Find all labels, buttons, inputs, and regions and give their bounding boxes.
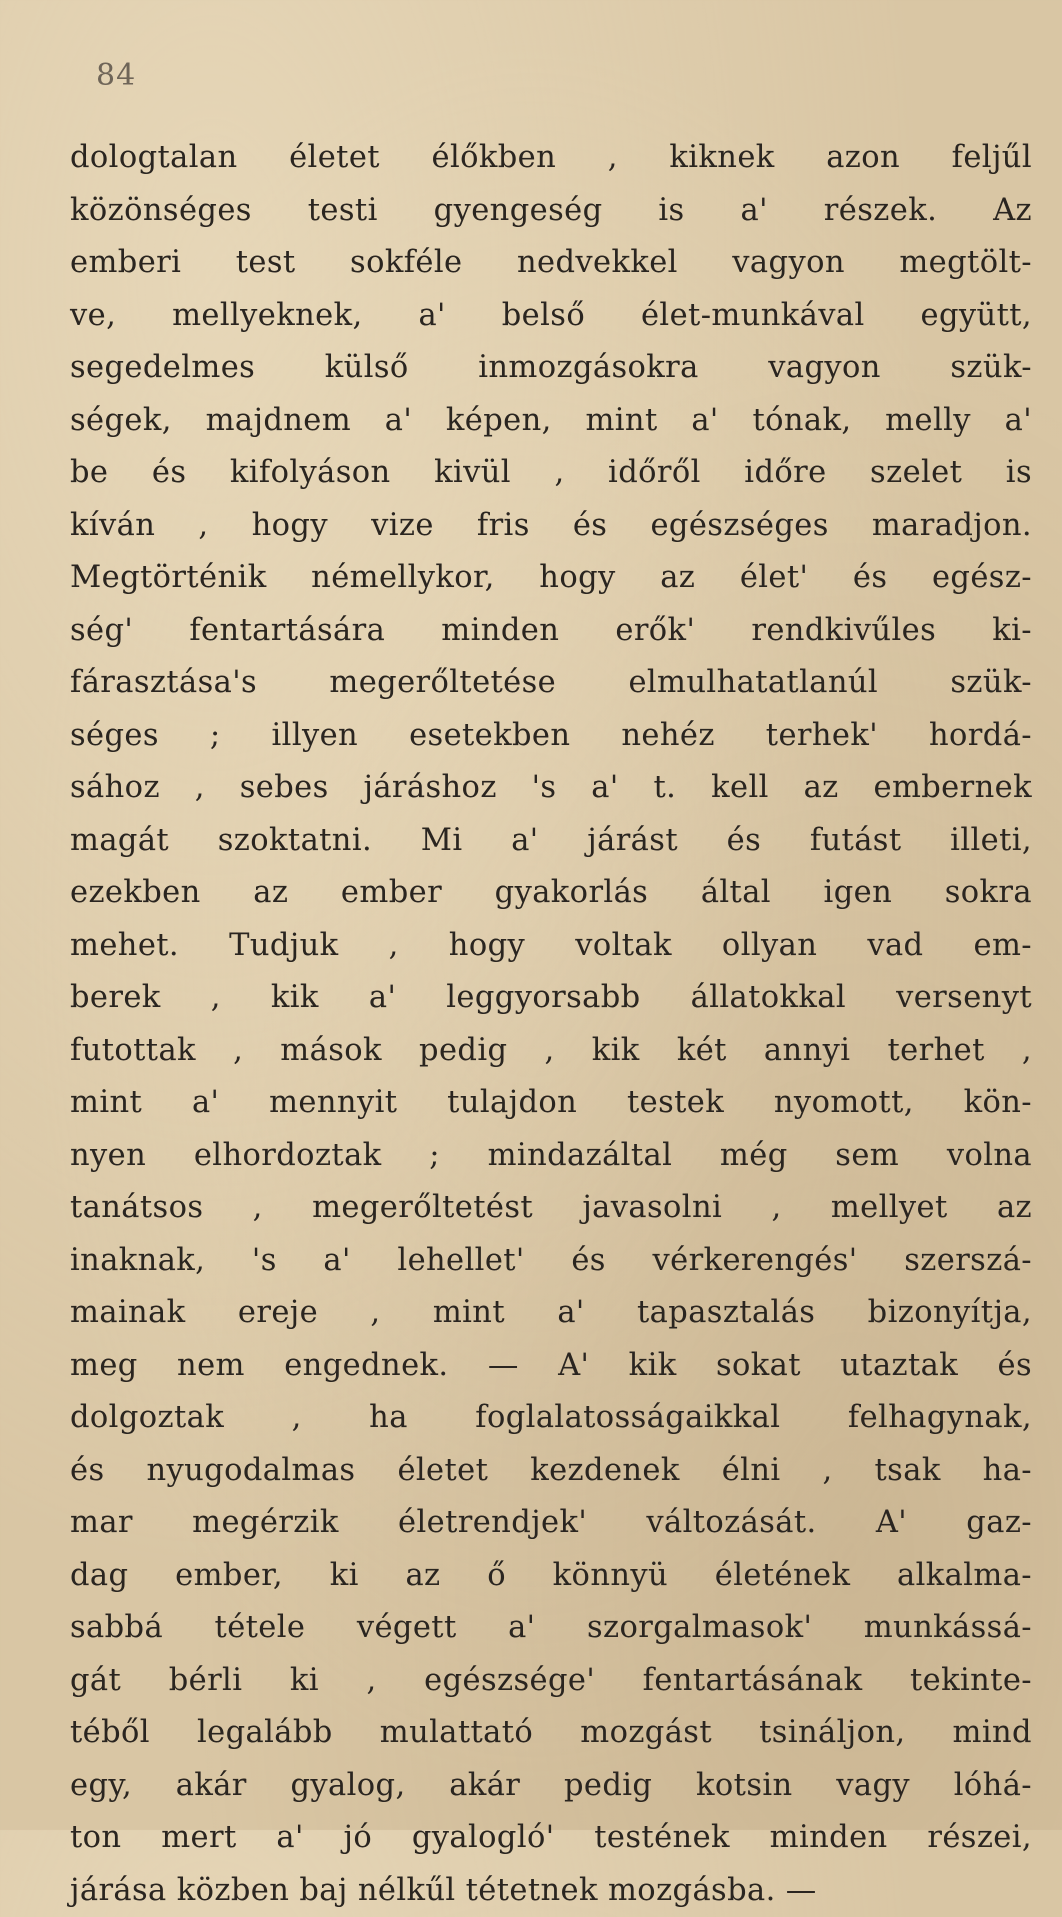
text-line: egy, akár gyalog, akár pedig kotsin vagy lóhá- [70, 1760, 1032, 1813]
text-line: dologtalan életet élőkben , kiknek azon feljűl [70, 132, 1032, 185]
text-line: és nyugodalmas életet kezdenek élni , tsak ha- [70, 1445, 1032, 1498]
text-line: Megtörténik némellykor, hogy az élet' és egész- [70, 552, 1032, 605]
text-line: mint a' mennyit tulajdon testek nyomott, kön- [70, 1077, 1032, 1130]
text-line: inaknak, 's a' lehellet' és vérkerengés' szerszá- [70, 1235, 1032, 1288]
text-line: séges ; illyen esetekben nehéz terhek' hordá- [70, 710, 1032, 763]
text-line: gát bérli ki , egészsége' fentartásának tekinte- [70, 1655, 1032, 1708]
text-line: nyen elhordoztak ; mindazáltal még sem volna [70, 1130, 1032, 1183]
text-line: futottak , mások pedig , kik két annyi terhet , [70, 1025, 1032, 1078]
text-line: mehet. Tudjuk , hogy voltak ollyan vad em- [70, 920, 1032, 973]
text-line: magát szoktatni. Mi a' járást és futást illeti, [70, 815, 1032, 868]
text-line: segedelmes külső inmozgásokra vagyon szük- [70, 342, 1032, 395]
page-number: 84 [96, 58, 136, 93]
text-line: téből legalább mulattató mozgást tsináljon, mind [70, 1707, 1032, 1760]
text-line: kíván , hogy vize fris és egészséges maradjon. [70, 500, 1032, 553]
text-line: ség' fentartására minden erők' rendkivűles ki- [70, 605, 1032, 658]
text-line: be és kifolyáson kivül , időről időre szelet is [70, 447, 1032, 500]
text-line: dag ember, ki az ő könnyü életének alkalma- [70, 1550, 1032, 1603]
text-line: tanátsos , megerőltetést javasolni , mellyet az [70, 1182, 1032, 1235]
text-line: emberi test sokféle nedvekkel vagyon megtölt- [70, 237, 1032, 290]
text-line: mainak ereje , mint a' tapasztalás bizonyítja, [70, 1287, 1032, 1340]
body-text [70, 132, 1032, 1917]
text-line: mar megérzik életrendjek' változását. A' gaz- [70, 1497, 1032, 1550]
text-line: közönséges testi gyengeség is a' részek. Az [70, 185, 1032, 238]
text-line: ezekben az ember gyakorlás által igen sokra [70, 867, 1032, 920]
text-line: dolgoztak , ha foglalatosságaikkal felhagynak, [70, 1392, 1032, 1445]
text-line: sabbá tétele végett a' szorgalmasok' munkássá- [70, 1602, 1032, 1655]
text-line: meg nem engednek. — A' kik sokat utaztak és [70, 1340, 1032, 1393]
text-line: járása közben baj nélkűl tétetnek mozgásba. — [70, 1865, 1032, 1917]
text-line: sához , sebes járáshoz 's a' t. kell az embernek [70, 762, 1032, 815]
text-line: berek , kik a' leggyorsabb állatokkal versenyt [70, 972, 1032, 1025]
text-line: fárasztása's megerőltetése elmulhatatlanúl szük- [70, 657, 1032, 710]
text-line: ségek, majdnem a' képen, mint a' tónak, melly a' [70, 395, 1032, 448]
text-line: ton mert a' jó gyalogló' testének minden részei, [70, 1812, 1032, 1865]
text-line: ve, mellyeknek, a' belső élet-munkával együtt, [70, 290, 1032, 343]
